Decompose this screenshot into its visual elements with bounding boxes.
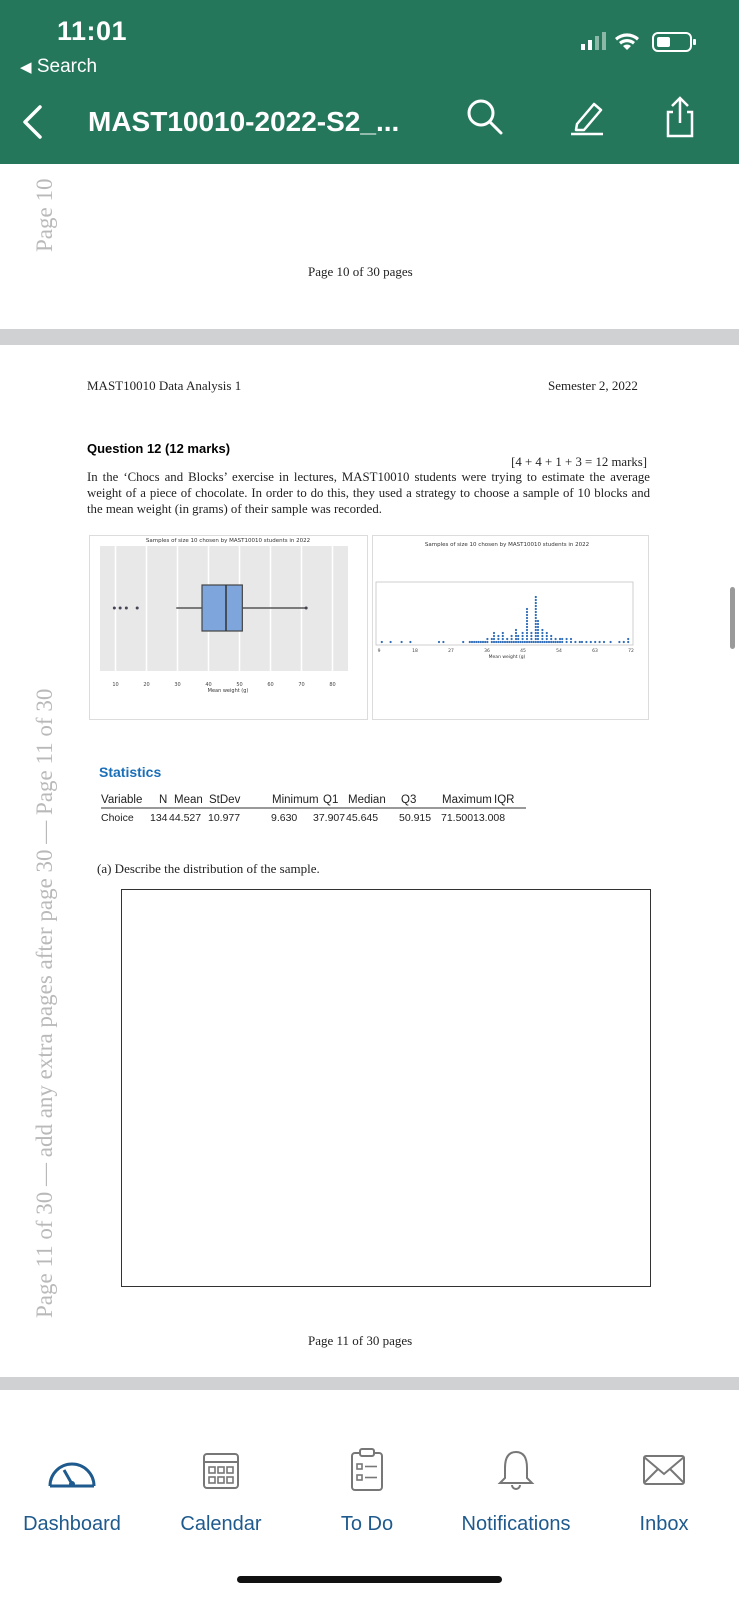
dotplot-dot: [524, 641, 526, 643]
dotplot-dot: [561, 641, 563, 643]
dotplot-xlabel: Mean weight (g): [488, 655, 526, 660]
dotplot-dot: [561, 638, 563, 640]
dotplot-xtick-label: 27: [448, 649, 454, 654]
wifi-icon: [615, 33, 639, 50]
dotplot-dot: [546, 635, 548, 637]
stats-value: 9.630: [271, 812, 298, 824]
stats-value: Choice: [101, 812, 134, 824]
dotplot-dot: [570, 641, 572, 643]
dotplot-dot: [502, 635, 504, 637]
back-triangle-icon: ◀: [20, 59, 32, 76]
dotplot-dot: [401, 641, 403, 643]
dotplot-dot: [495, 641, 497, 643]
dotplot-dot: [550, 635, 552, 637]
search-icon: [465, 96, 505, 136]
todo-checklist-icon: [349, 1448, 385, 1492]
dotplot-dot: [491, 638, 493, 640]
scroll-indicator[interactable]: [730, 587, 735, 649]
back-chevron-icon[interactable]: [20, 104, 44, 145]
dotplot-chart: [372, 535, 649, 720]
dotplot-dot: [599, 641, 601, 643]
tab-calendar[interactable]: [151, 1447, 291, 1536]
dotplot-dot: [497, 635, 499, 637]
dotplot-dot: [471, 641, 473, 643]
dotplot-dot: [535, 602, 537, 604]
stats-header: Q3: [401, 794, 417, 806]
dotplot-dot: [522, 632, 524, 634]
tab-inbox-label: Inbox: [639, 1513, 689, 1535]
dotplot-dot: [541, 641, 543, 643]
dotplot-dot: [541, 632, 543, 634]
course-name: MAST10010 Data Analysis 1: [87, 378, 242, 393]
page10-footer: Page 10 of 30 pages: [308, 264, 413, 279]
dotplot-dot: [610, 641, 612, 643]
dotplot-dot: [409, 641, 411, 643]
dashboard-gauge-icon: [45, 1450, 99, 1490]
dotplot-dot: [535, 617, 537, 619]
signal-icon: [581, 32, 606, 50]
dotplot-dot: [535, 629, 537, 631]
status-icons: [581, 30, 701, 54]
boxplot-chart: [89, 535, 368, 720]
dotplot-dot: [603, 641, 605, 643]
marks-breakdown: [4 + 4 + 1 + 3 = 12 marks]: [511, 455, 647, 469]
dotplot-dot: [484, 641, 486, 643]
dotplot-dot: [493, 638, 495, 640]
boxplot-outlier: [113, 607, 116, 610]
dotplot-dot: [526, 632, 528, 634]
stats-header: StDev: [209, 794, 241, 806]
dotplot-dot: [482, 641, 484, 643]
dotplot-dot: [517, 635, 519, 637]
dotplot-dot: [491, 641, 493, 643]
stats-value: 37.907: [313, 812, 346, 824]
dotplot-dot: [530, 635, 532, 637]
stats-header: Mean: [174, 794, 203, 806]
dotplot-dot: [627, 641, 629, 643]
dotplot-dot: [535, 608, 537, 610]
dotplot-dot: [522, 638, 524, 640]
boxplot-xlabel: Mean weight (g): [207, 688, 249, 694]
tab-calendar-label: Calendar: [180, 1513, 262, 1535]
boxplot-xtick-label: 40: [205, 682, 212, 688]
question-body: In the ‘Chocs and Blocks’ exercise in lectures, MAST10010 students were trying to estimate the average weight of a piece of chocolate. In order to do this, they used a strategy to choose a sample of 10 blocks and the mean weight (in grams) of their sample was recorded.: [87, 470, 650, 516]
dotplot-dot: [526, 617, 528, 619]
dotplot-dot: [390, 641, 392, 643]
tab-todo[interactable]: [297, 1447, 437, 1536]
dotplot-dot: [550, 638, 552, 640]
dotplot-dot: [506, 638, 508, 640]
stats-value: 44.527: [169, 812, 202, 824]
dotplot-dot: [462, 641, 464, 643]
dotplot-dot: [537, 626, 539, 628]
dotplot-dot: [627, 638, 629, 640]
dotplot-dot: [497, 638, 499, 640]
dotplot-dot: [555, 638, 557, 640]
boxplot-xtick-label: 30: [174, 682, 181, 688]
tab-notifications[interactable]: [446, 1447, 586, 1536]
dotplot-title: Samples of size 10 chosen by MAST10010 students in 2022: [424, 542, 590, 548]
dotplot-dot: [517, 638, 519, 640]
dotplot-dot: [535, 596, 537, 598]
dotplot-dot: [541, 635, 543, 637]
search-button[interactable]: [465, 96, 513, 144]
dotplot-dot: [497, 641, 499, 643]
stats-value: 13.008: [473, 812, 506, 824]
stats-header: Minimum: [272, 794, 319, 806]
back-to-search[interactable]: [20, 56, 97, 78]
dotplot-dot: [579, 641, 581, 643]
dotplot-dot: [508, 641, 510, 643]
dotplot-dot: [522, 635, 524, 637]
boxplot-outlier: [136, 607, 139, 610]
dotplot-dot: [530, 641, 532, 643]
dotplot-dot: [546, 632, 548, 634]
dotplot-dot: [535, 605, 537, 607]
stats-header: IQR: [494, 794, 515, 806]
side-page-label-top: Page 10: [32, 178, 57, 252]
dotplot-dot: [530, 632, 532, 634]
dotplot-dot: [526, 620, 528, 622]
boxplot-xtick-label: 50: [236, 682, 243, 688]
dotplot-dot: [515, 629, 517, 631]
dotplot-dot: [541, 638, 543, 640]
dotplot-dot: [478, 641, 480, 643]
boxplot-max-point: [305, 607, 308, 610]
boxplot-xtick-label: 10: [112, 682, 119, 688]
dotplot-dot: [537, 641, 539, 643]
dotplot-dot: [559, 641, 561, 643]
dotplot-dot: [469, 641, 471, 643]
bell-icon: [496, 1448, 536, 1492]
semester-label: Semester 2, 2022: [548, 378, 638, 393]
dotplot-dot: [557, 641, 559, 643]
tab-dashboard[interactable]: [2, 1447, 142, 1536]
dotplot-dot: [535, 626, 537, 628]
boxplot-outlier: [125, 607, 128, 610]
battery-icon: [653, 33, 696, 51]
back-search-label: Search: [36, 56, 98, 77]
dotplot-dot: [623, 641, 625, 643]
page-divider: [0, 329, 739, 345]
dotplot-dot: [519, 641, 521, 643]
dotplot-dot: [585, 641, 587, 643]
dotplot-dot: [566, 641, 568, 643]
tab-notifications-label: Notifications: [461, 1513, 571, 1535]
dotplot-dot: [537, 620, 539, 622]
dotplot-dot: [480, 641, 482, 643]
dotplot-dot: [493, 641, 495, 643]
boxplot-outlier: [119, 607, 122, 610]
tab-todo-label: To Do: [340, 1513, 394, 1535]
dotplot-dot: [493, 635, 495, 637]
tab-dashboard-label: Dashboard: [23, 1513, 121, 1535]
stats-header: N: [159, 794, 168, 806]
dotplot-dot: [486, 638, 488, 640]
dotplot-dot: [528, 641, 530, 643]
dotplot-dot: [526, 614, 528, 616]
dotplot-dot: [535, 632, 537, 634]
dotplot-dot: [522, 641, 524, 643]
dotplot-dot: [511, 635, 513, 637]
dotplot-dot: [502, 638, 504, 640]
dotplot-dot: [500, 641, 502, 643]
dotplot-dot: [594, 641, 596, 643]
dotplot-dot: [535, 614, 537, 616]
dotplot-dot: [535, 641, 537, 643]
dotplot-dot: [526, 635, 528, 637]
dotplot-dot: [566, 638, 568, 640]
home-indicator[interactable]: [237, 1576, 502, 1583]
dotplot-dot: [535, 599, 537, 601]
dotplot-dot: [537, 638, 539, 640]
share-button[interactable]: [660, 96, 708, 144]
stats-header: Maximum: [442, 794, 492, 806]
dotplot-dot: [535, 620, 537, 622]
part-a-question: (a) Describe the distribution of the sample.: [97, 861, 320, 876]
dotplot-dot: [537, 635, 539, 637]
boxplot-xtick-label: 20: [143, 682, 150, 688]
dotplot-dot: [530, 638, 532, 640]
dotplot-dot: [548, 641, 550, 643]
boxplot-xtick-label: 60: [267, 682, 274, 688]
dotplot-dot: [590, 641, 592, 643]
dotplot-dot: [535, 611, 537, 613]
page11-footer: Page 11 of 30 pages: [308, 1333, 413, 1348]
dotplot-dot: [504, 641, 506, 643]
stats-value: 134: [150, 812, 168, 824]
dotplot-dot: [526, 629, 528, 631]
app-header: [0, 0, 739, 164]
dotplot-dot: [539, 641, 541, 643]
dotplot-dot: [515, 632, 517, 634]
document-title: MAST10010-2022-S2_...: [88, 106, 400, 137]
dotplot-dot: [493, 632, 495, 634]
dotplot-dot: [511, 638, 513, 640]
dotplot-dot: [506, 641, 508, 643]
dotplot-dot: [533, 641, 535, 643]
annotate-button[interactable]: [567, 96, 615, 144]
dotplot-xtick-label: 45: [520, 649, 526, 654]
dotplot-dot: [535, 623, 537, 625]
statistics-title: Statistics: [99, 764, 162, 780]
boxplot-xtick-label: 80: [329, 682, 336, 688]
dotplot-xtick-label: 72: [628, 649, 634, 654]
dotplot-dot: [552, 641, 554, 643]
highlighter-pen-icon: [567, 96, 607, 136]
dotplot-dot: [438, 641, 440, 643]
dotplot-dot: [502, 632, 504, 634]
dotplot-dot: [555, 641, 557, 643]
dotplot-dot: [515, 641, 517, 643]
stats-value: 45.645: [346, 812, 379, 824]
calendar-icon: [201, 1448, 241, 1492]
boxplot-title: Samples of size 10 chosen by MAST10010 students in 2022: [145, 538, 311, 544]
dotplot-dot: [581, 641, 583, 643]
dotplot-dot: [473, 641, 475, 643]
dotplot-dot: [511, 641, 513, 643]
dotplot-dot: [537, 623, 539, 625]
dotplot-dot: [537, 629, 539, 631]
dotplot-xtick-label: 54: [556, 649, 562, 654]
dotplot-dot: [381, 641, 383, 643]
envelope-icon: [641, 1452, 687, 1488]
dotplot-xtick-label: 18: [412, 649, 418, 654]
dotplot-dot: [526, 638, 528, 640]
dotplot-dot: [513, 641, 515, 643]
share-icon: [660, 96, 700, 140]
boxplot-xtick-label: 70: [298, 682, 305, 688]
dotplot-dot: [541, 629, 543, 631]
dotplot-dot: [486, 641, 488, 643]
dotplot-dot: [574, 641, 576, 643]
dotplot-dot: [537, 632, 539, 634]
stats-header: Q1: [323, 794, 339, 806]
answer-box[interactable]: [121, 889, 651, 1287]
dotplot-dot: [535, 635, 537, 637]
dotplot-dot: [517, 641, 519, 643]
dotplot-xtick-label: 9: [377, 649, 381, 654]
dotplot-xtick-label: 36: [484, 649, 490, 654]
dotplot-dot: [546, 641, 548, 643]
dotplot-xtick-label: 63: [592, 649, 598, 654]
dotplot-dot: [526, 623, 528, 625]
dotplot-dot: [515, 638, 517, 640]
dotplot-dot: [442, 641, 444, 643]
dotplot-dot: [526, 611, 528, 613]
dotplot-dot: [570, 638, 572, 640]
dotplot-dot: [502, 641, 504, 643]
stats-value: 50.915: [399, 812, 432, 824]
dotplot-dot: [559, 638, 561, 640]
dotplot-dot: [515, 635, 517, 637]
side-page-label-main: Page 11 of 30 — add any extra pages after page 30 — Page 11 of 30: [32, 688, 57, 1318]
stats-value: 10.977: [208, 812, 241, 824]
tab-inbox[interactable]: [594, 1447, 734, 1536]
status-time: 11:01: [57, 16, 128, 46]
dotplot-plot-area: [376, 582, 633, 645]
stats-header: Variable: [101, 794, 143, 806]
dotplot-dot: [546, 638, 548, 640]
dotplot-dot: [535, 638, 537, 640]
stats-value: 71.500: [441, 812, 474, 824]
dotplot-dot: [526, 608, 528, 610]
dotplot-dot: [618, 641, 620, 643]
question-title: Question 12 (12 marks): [87, 441, 231, 456]
dotplot-dot: [544, 641, 546, 643]
stats-header: Median: [348, 794, 386, 806]
dotplot-dot: [550, 641, 552, 643]
statistics-table: [101, 791, 531, 830]
dotplot-dot: [475, 641, 477, 643]
dotplot-dot: [526, 641, 528, 643]
dotplot-dot: [526, 626, 528, 628]
boxplot-box: [202, 585, 242, 631]
